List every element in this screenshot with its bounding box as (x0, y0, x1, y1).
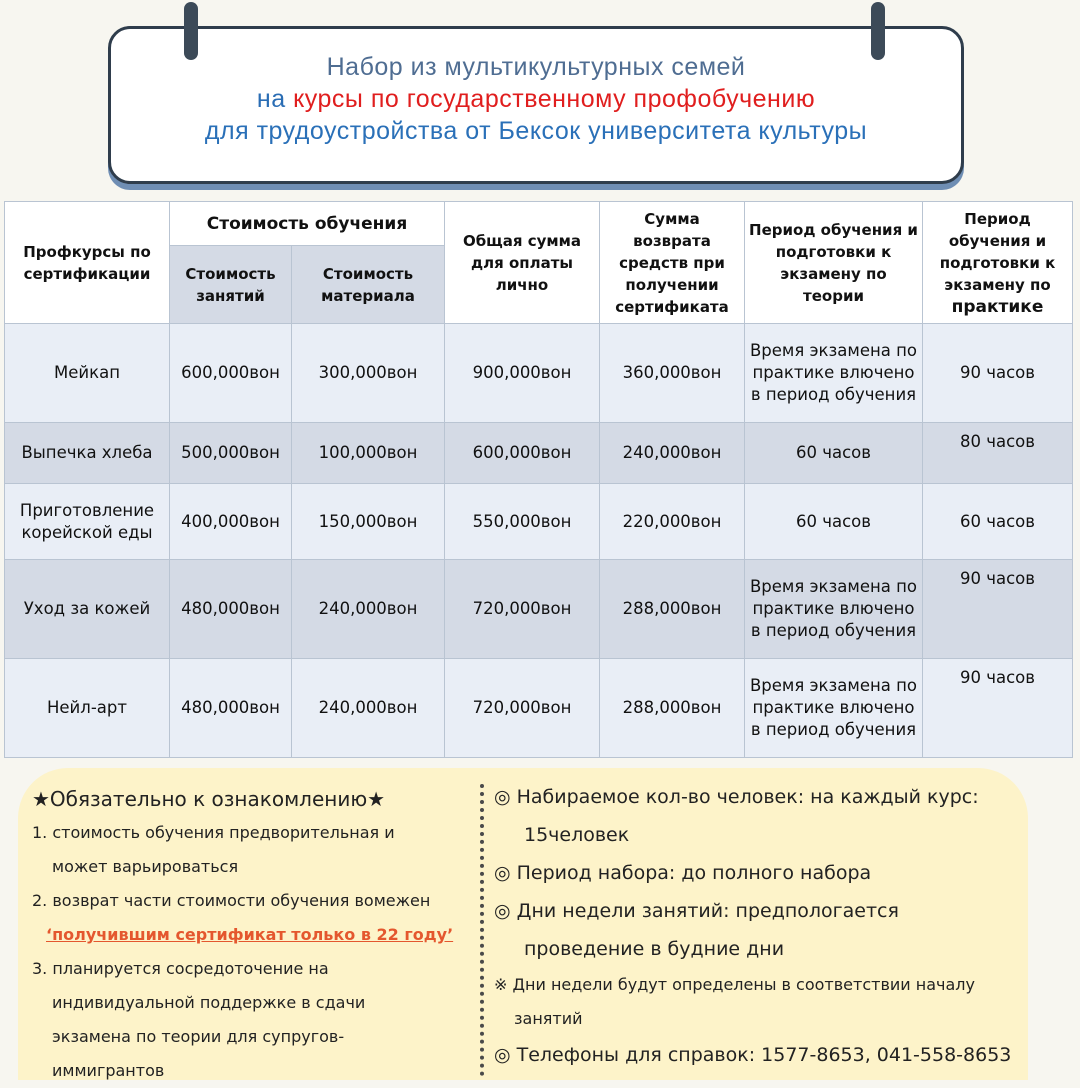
header-course: Профкурсы по сертификации (5, 202, 170, 324)
cell-refund: 360,000вон (600, 324, 745, 423)
header-banner (108, 26, 964, 184)
header-total: Общая сумма для оплаты лично (445, 202, 600, 324)
cell-course: Приготовление корейской еды (5, 484, 170, 560)
cell-total: 550,000вон (445, 484, 600, 560)
dotted-divider (480, 784, 484, 1076)
cell-practice-period: 90 часов (923, 324, 1073, 423)
cell-lesson-cost: 480,000вон (170, 560, 292, 659)
header-material-cost: Стоимость материала (292, 246, 445, 324)
cell-theory-period: 60 часов (745, 423, 923, 484)
cell-material-cost: 300,000вон (292, 324, 445, 423)
info-phones: ◎ Телефоны для справок: 1577-8653, 041-558-8653 (494, 1044, 1012, 1066)
cell-practice-period: 60 часов (923, 484, 1073, 560)
cell-total: 720,000вон (445, 659, 600, 758)
cell-refund: 240,000вон (600, 423, 745, 484)
cell-total: 900,000вон (445, 324, 600, 423)
header-practice-period-b: практике (951, 296, 1044, 317)
info-recruit-period: ◎ Период набора: до полного набора (494, 862, 872, 884)
info-capacity-line-1: ◎ Набираемое кол-во человек: на каждый курс: (494, 786, 979, 808)
cell-theory-period: 60 часов (745, 484, 923, 560)
banner-line-1: Набор из мультикультурных семей (326, 53, 746, 81)
cell-lesson-cost: 500,000вон (170, 423, 292, 484)
cell-lesson-cost: 400,000вон (170, 484, 292, 560)
cell-total: 720,000вон (445, 560, 600, 659)
cell-refund: 220,000вон (600, 484, 745, 560)
cell-lesson-cost: 480,000вон (170, 659, 292, 758)
note-1-line-1: 1. стоимость обучения предворительная и (32, 823, 395, 842)
course-fees-table (4, 201, 1073, 758)
cell-theory-period: Время экзамена по практике влючено в период обучения (745, 560, 923, 659)
header-lesson-cost: Стоимость занятий (170, 246, 292, 324)
cell-lesson-cost: 600,000вон (170, 324, 292, 423)
binder-ring-left (184, 2, 198, 60)
table-header-row (5, 202, 1073, 246)
table-row (5, 484, 1073, 560)
cell-practice-period: 90 часов (923, 560, 1073, 659)
cell-total: 600,000вон (445, 423, 600, 484)
info-weekdays-note-line-1: ※ Дни недели будут определены в соответствии началу (494, 975, 975, 994)
note-3-line-4: иммигрантов (52, 1061, 165, 1080)
note-2-highlight: ‘получившим сертификат только в 22 году’ (46, 925, 454, 944)
header-practice-period-a: Период обучения и подготовки к экзамену по (939, 209, 1056, 294)
cell-course: Нейл-арт (5, 659, 170, 758)
header-refund: Сумма возврата средств при получении сертификата (600, 202, 745, 324)
info-weekdays-line-2: проведение в будние дни (524, 938, 785, 960)
note-2-line-1: 2. возврат части стоимости обучения вомежен (32, 891, 431, 910)
note-3-line-1: 3. планируется сосредоточение на (32, 959, 329, 978)
banner-line-2-prefix: на (256, 85, 294, 113)
enrollment-info (494, 778, 1054, 1074)
table-row (5, 423, 1073, 484)
cell-material-cost: 150,000вон (292, 484, 445, 560)
table-row (5, 560, 1073, 659)
cell-material-cost: 240,000вон (292, 659, 445, 758)
header-cost-group: Стоимость обучения (170, 202, 445, 246)
mandatory-notes (32, 782, 472, 1088)
header-theory-period: Период обучения и подготовки к экзамену по теории (745, 202, 923, 324)
table-row (5, 324, 1073, 423)
cell-course: Мейкап (5, 324, 170, 423)
cell-refund: 288,000вон (600, 659, 745, 758)
table-row (5, 659, 1073, 758)
cell-material-cost: 100,000вон (292, 423, 445, 484)
cell-theory-period: Время экзамена по практике влючено в период обучения (745, 324, 923, 423)
cell-course: Уход за кожей (5, 560, 170, 659)
cell-practice-period: 80 часов (923, 423, 1073, 484)
cell-refund: 288,000вон (600, 560, 745, 659)
banner-line-3: для трудоустройства от Бексок университета культуры (204, 117, 868, 145)
note-3-line-2: индивидуальной поддержке в сдачи (52, 993, 366, 1012)
banner-line-2-highlight: курсы по государственному профобучению (293, 85, 816, 113)
cell-course: Выпечка хлеба (5, 423, 170, 484)
info-capacity-line-2: 15человек (524, 824, 630, 846)
cell-practice-period: 90 часов (923, 659, 1073, 758)
notes-title: ★Обязательно к ознакомлению★ (32, 787, 386, 811)
cell-material-cost: 240,000вон (292, 560, 445, 659)
cell-theory-period: Время экзамена по практике влючено в период обучения (745, 659, 923, 758)
header-practice-period (923, 202, 1073, 324)
note-3-line-3: экзамена по теории для супругов- (52, 1027, 345, 1046)
info-weekdays-note-line-2: занятий (514, 1009, 583, 1028)
info-weekdays-line-1: ◎ Дни недели занятий: предпологается (494, 900, 899, 922)
note-1-line-2: может варьироваться (52, 857, 239, 876)
banner-title (111, 51, 961, 147)
banner-line-2 (111, 83, 961, 115)
binder-ring-right (871, 2, 885, 60)
